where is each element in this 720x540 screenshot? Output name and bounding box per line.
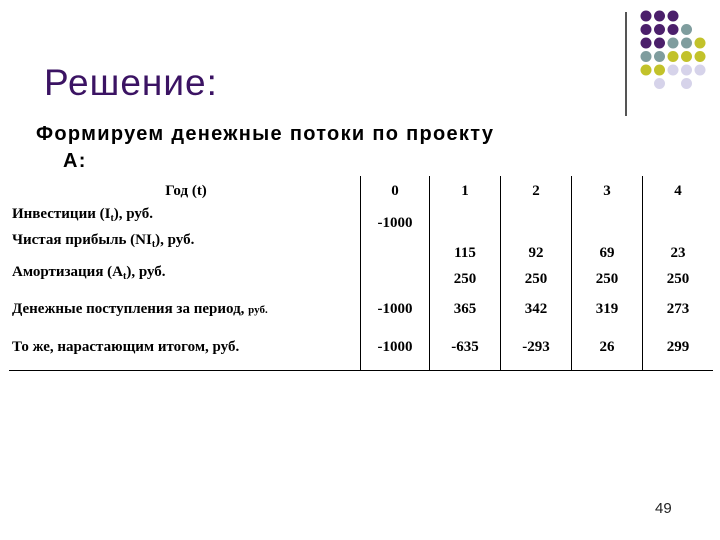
- decorative-vertical-line: [625, 12, 627, 116]
- slide-subtitle: [36, 121, 636, 175]
- row-label-amortization: Амортизация $(A_t)$, руб.: [12, 264, 166, 282]
- subtitle-line-2: А:: [63, 150, 87, 172]
- decorative-dot: [681, 24, 692, 35]
- decorative-dot: [695, 38, 706, 49]
- subtitle-line-1: Формируем денежные потоки по проекту: [36, 123, 495, 145]
- decorative-dot: [641, 38, 652, 49]
- row-label-investments: Инвестиции $(I_t)$, руб.: [12, 206, 153, 224]
- page-number: 49: [655, 500, 672, 517]
- decorative-dot: [695, 51, 706, 62]
- slide-title: Решение:: [44, 62, 218, 103]
- decorative-dot: [681, 78, 692, 89]
- cell-period-cash-flow-0: -1000: [361, 294, 430, 324]
- cell-investments-3: [572, 206, 643, 232]
- cell-net-profit-3: 69: [572, 232, 643, 264]
- header-year-0: 0: [361, 176, 430, 206]
- decorative-dot: [641, 51, 652, 62]
- cell-net-profit-2: 92: [501, 232, 572, 264]
- cell-investments-1: [430, 206, 501, 232]
- decorative-dot: [654, 78, 665, 89]
- decorative-dot: [654, 65, 665, 76]
- decorative-dot: [668, 65, 679, 76]
- cell-amortization-3: 250: [572, 264, 643, 294]
- decorative-dot: [654, 51, 665, 62]
- cell-investments-0: -1000: [361, 206, 430, 232]
- row-label-period-cash-flow: Денежные поступления за период, руб.: [12, 300, 268, 317]
- decorative-dot: [668, 38, 679, 49]
- cell-investments-4: [643, 206, 714, 232]
- decorative-dot: [641, 65, 652, 76]
- cell-amortization-2: 250: [501, 264, 572, 294]
- cell-period-cash-flow-4: 273: [643, 294, 714, 324]
- decorative-dot: [668, 11, 679, 22]
- cell-amortization-1: 250: [430, 264, 501, 294]
- decorative-dot: [668, 51, 679, 62]
- row-label-cumulative: То же, нарастающим итогом, руб.: [9, 324, 361, 371]
- row-label-net-profit: Чистая прибыль $(NI_t)$, руб.: [12, 232, 195, 250]
- header-year-1: 1: [430, 176, 501, 206]
- cell-cumulative-0: -1000: [361, 324, 430, 371]
- decorative-dot: [695, 65, 706, 76]
- cell-cumulative-4: 299: [643, 324, 714, 371]
- cell-period-cash-flow-3: 319: [572, 294, 643, 324]
- decorative-dot: [654, 24, 665, 35]
- header-year-3: 3: [572, 176, 643, 206]
- cash-flow-table: [9, 176, 713, 371]
- table-row-investments: [9, 206, 713, 232]
- table-row-cumulative: [9, 324, 713, 371]
- decorative-dot: [681, 51, 692, 62]
- decorative-dot: [641, 11, 652, 22]
- table-row-net-profit: [9, 232, 713, 264]
- cell-net-profit-0: [361, 232, 430, 264]
- decorative-dot: [681, 65, 692, 76]
- header-year-2: 2: [501, 176, 572, 206]
- table-row-period-cash-flow: [9, 294, 713, 324]
- cell-net-profit-4: 23: [643, 232, 714, 264]
- cell-amortization-4: 250: [643, 264, 714, 294]
- decorative-dot: [681, 38, 692, 49]
- decorative-dot: [654, 11, 665, 22]
- table-header-row: [9, 176, 713, 206]
- cell-amortization-0: [361, 264, 430, 294]
- cell-period-cash-flow-1: 365: [430, 294, 501, 324]
- decorative-dot: [641, 24, 652, 35]
- cell-cumulative-1: -635: [430, 324, 501, 371]
- cell-period-cash-flow-2: 342: [501, 294, 572, 324]
- decorative-dot: [668, 24, 679, 35]
- table-row-amortization: [9, 264, 713, 294]
- cell-cumulative-3: 26: [572, 324, 643, 371]
- decorative-dot: [654, 38, 665, 49]
- decorative-dot-grid: [640, 10, 720, 120]
- cell-cumulative-2: -293: [501, 324, 572, 371]
- header-year-4: 4: [643, 176, 714, 206]
- cell-net-profit-1: 115: [430, 232, 501, 264]
- cell-investments-2: [501, 206, 572, 232]
- header-year-label: Год (t): [165, 182, 207, 199]
